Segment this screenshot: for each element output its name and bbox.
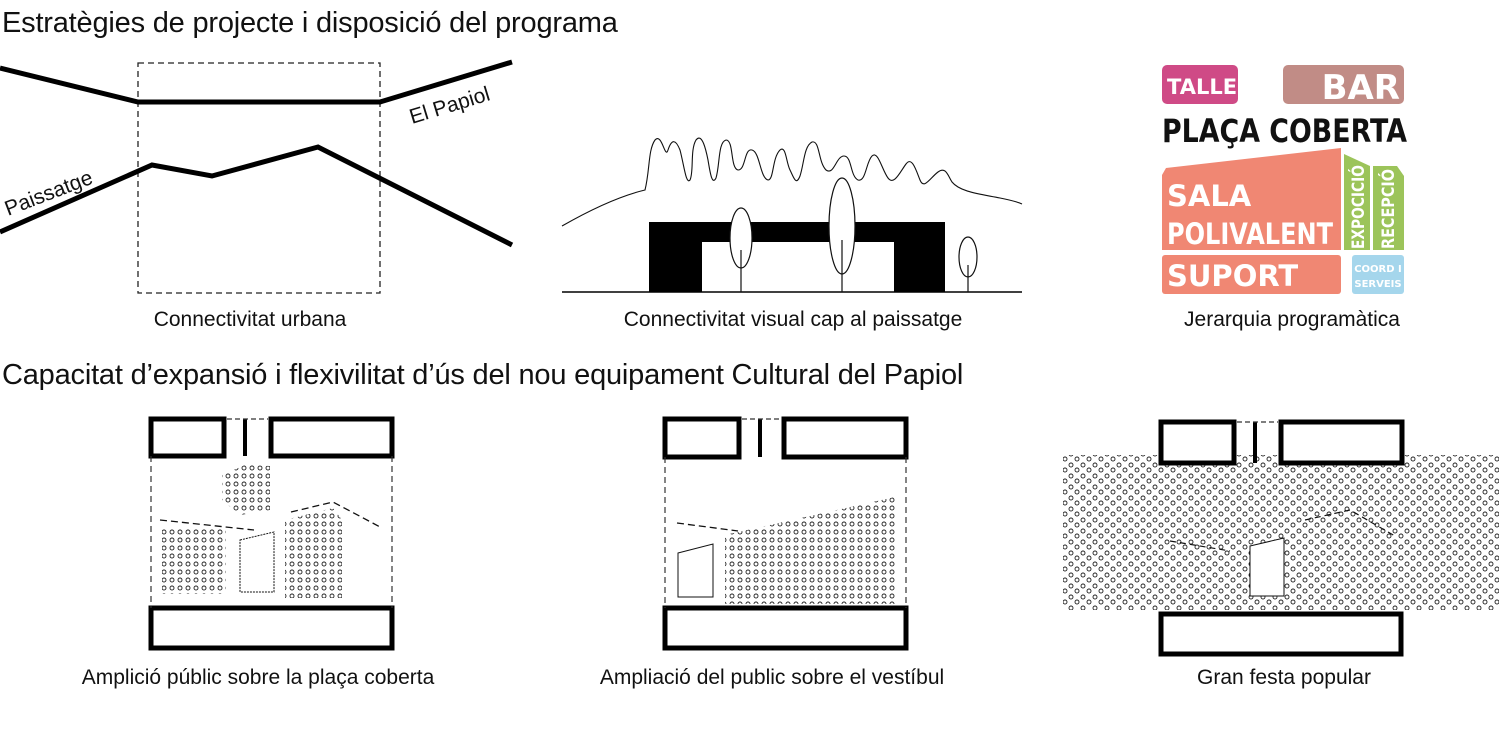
plan-a-crowd-top bbox=[222, 465, 270, 515]
plan-a-diagram bbox=[151, 419, 392, 648]
block-coord-label-2: SERVEIS bbox=[1354, 279, 1402, 290]
caption-plan-b: Ampliació del public sobre el vestíbul bbox=[599, 666, 945, 689]
urban-road-line bbox=[0, 62, 512, 102]
caption-visual-connectivity: Connectivitat visual cap al paissatge bbox=[623, 308, 963, 331]
plan-c-top-left-block bbox=[1161, 422, 1234, 463]
plan-c-top-right-block bbox=[1281, 422, 1402, 463]
plan-a-bottom-block bbox=[151, 608, 392, 648]
plan-a-crowd-right bbox=[285, 508, 342, 598]
plan-b-top-left-block bbox=[665, 419, 739, 457]
plan-b-diagram bbox=[665, 419, 906, 648]
visual-connectivity-diagram bbox=[562, 138, 1022, 292]
plan-b-roof-line bbox=[677, 523, 738, 531]
label-el-papiol: El Papiol bbox=[406, 82, 493, 129]
block-bar-label: BAR bbox=[1321, 68, 1400, 108]
block-taller-label: TALLER bbox=[1167, 75, 1254, 99]
plan-a-room bbox=[240, 532, 274, 592]
plan-a-crowd-left bbox=[162, 528, 226, 594]
urban-site-boundary bbox=[138, 63, 380, 293]
plan-a-top-right-block bbox=[271, 419, 392, 456]
building-left-pier bbox=[649, 222, 702, 292]
plan-c-diagram bbox=[1063, 422, 1499, 654]
plan-b-bottom-block bbox=[665, 608, 906, 648]
block-sala-label-2: POLIVALENT bbox=[1167, 217, 1334, 251]
block-placa-coberta-label: PLAÇA COBERTA bbox=[1162, 112, 1408, 150]
block-suport-label: SUPORT bbox=[1167, 259, 1299, 293]
plan-c-bottom-block bbox=[1161, 614, 1401, 654]
caption-plan-c: Gran festa popular bbox=[1197, 666, 1371, 689]
plan-c-core bbox=[1253, 422, 1257, 463]
plan-b-core bbox=[758, 419, 762, 457]
landscape-line bbox=[0, 147, 512, 245]
block-coord-label-1: COORD I bbox=[1354, 264, 1402, 275]
block-recepcio-label: RECEPCIÓ bbox=[1379, 154, 1399, 249]
plan-b-top-right-block bbox=[784, 419, 906, 457]
section-title-strategies: Estratègies de projecte i disposició del programa bbox=[2, 7, 618, 39]
caption-program-hierarchy: Jerarquia programàtica bbox=[1184, 308, 1400, 331]
plan-b-room bbox=[678, 544, 713, 597]
label-paissatge: Paissatge bbox=[1, 166, 96, 221]
plan-b-crowd bbox=[725, 497, 895, 604]
plan-c-room bbox=[1250, 538, 1284, 596]
mountain-silhouette bbox=[562, 138, 1022, 226]
urban-connectivity-diagram bbox=[0, 62, 512, 293]
plan-a-top-left-block bbox=[151, 419, 224, 456]
caption-urban-connectivity: Connectivitat urbana bbox=[153, 308, 347, 331]
section-title-expansion: Capacitat d’expansió i flexivilitat d’ús del nou equipament Cultural del Papiol bbox=[2, 359, 964, 391]
program-hierarchy-diagram bbox=[1162, 65, 1407, 294]
plan-a-core bbox=[243, 419, 247, 456]
caption-plan-a: Amplició públic sobre la plaça coberta bbox=[81, 666, 435, 689]
building-right-pier bbox=[894, 222, 945, 292]
block-exposicio-label: EXPOCICIÓ bbox=[1349, 145, 1369, 249]
block-sala-label-1: SALA bbox=[1167, 179, 1252, 213]
